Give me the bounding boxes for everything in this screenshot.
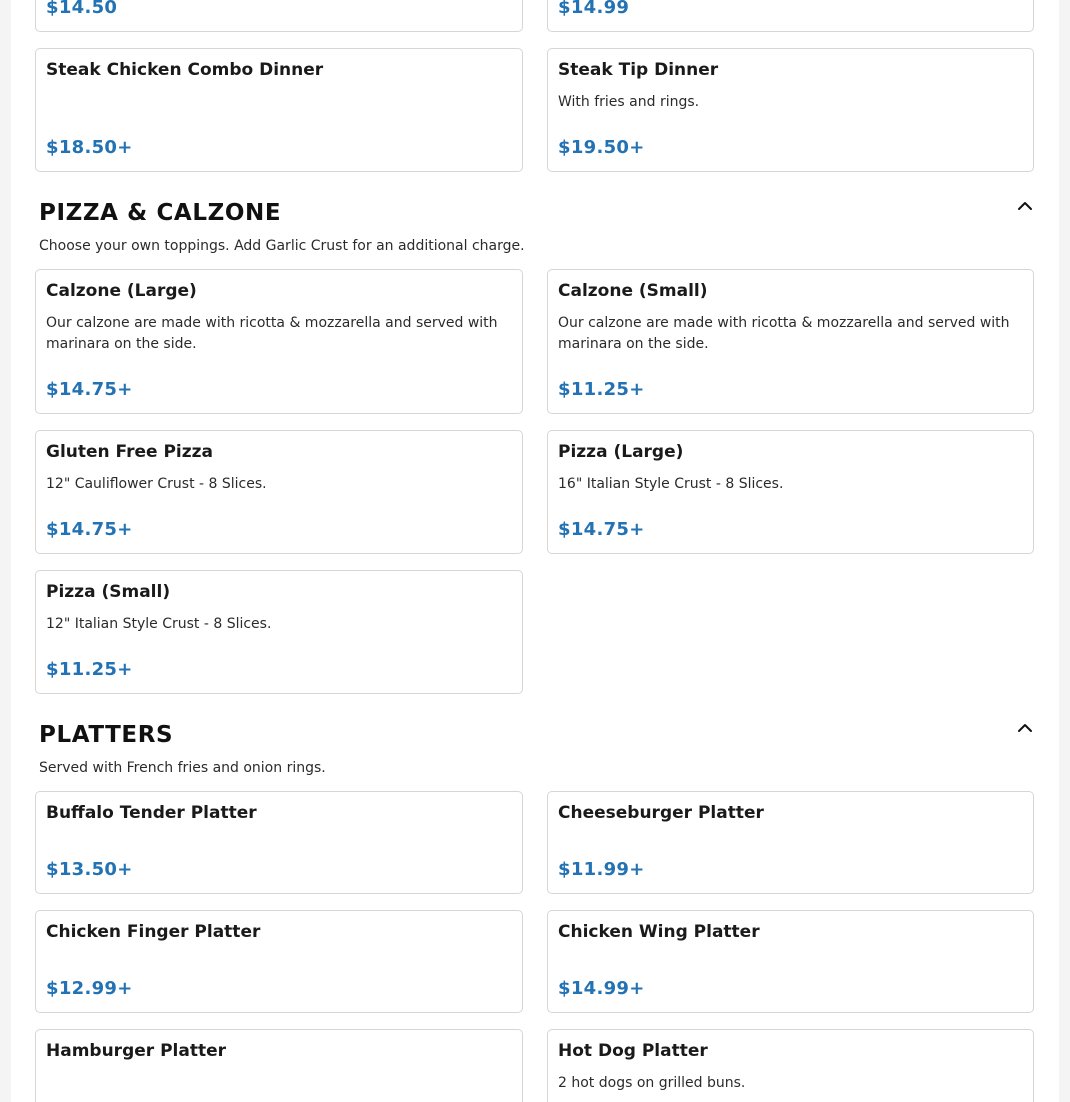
menu-item-card[interactable]: [35, 269, 523, 414]
item-price: $14.75+: [558, 519, 645, 540]
menu-item-card[interactable]: [547, 910, 1034, 1013]
menu-item-card[interactable]: [547, 430, 1034, 554]
item-name: Hamburger Platter: [46, 1041, 226, 1061]
item-price: $14.99: [558, 0, 630, 18]
item-name: Chicken Finger Platter: [46, 922, 261, 942]
item-name: Pizza (Large): [558, 442, 684, 462]
item-name: Steak Chicken Combo Dinner: [46, 60, 324, 80]
menu-item-card[interactable]: [35, 1029, 523, 1102]
item-name: Hot Dog Platter: [558, 1041, 708, 1061]
item-name: Calzone (Small): [558, 281, 708, 301]
item-name: Buffalo Tender Platter: [46, 803, 257, 823]
chevron-up-icon[interactable]: [1015, 196, 1035, 216]
item-price: $14.75+: [46, 379, 133, 400]
menu-item-card[interactable]: [35, 0, 523, 32]
item-name: Pizza (Small): [46, 582, 171, 602]
item-price: $12.99+: [46, 978, 133, 999]
item-price: $11.25+: [46, 659, 133, 680]
item-price: $11.99+: [558, 859, 645, 880]
item-description: 12" Italian Style Crust - 8 Slices.: [46, 616, 272, 632]
item-name: Gluten Free Pizza: [46, 442, 213, 462]
item-description: Our calzone are made with ricotta & mozzarella and served with marinara on the side.: [558, 315, 1010, 352]
item-description: With fries and rings.: [558, 94, 700, 110]
item-price: $11.25+: [558, 379, 645, 400]
item-description: Our calzone are made with ricotta & mozzarella and served with marinara on the side.: [46, 315, 498, 352]
section-description: Served with French fries and onion rings.: [39, 760, 326, 776]
menu-page: [11, 0, 1059, 1102]
item-name: Cheeseburger Platter: [558, 803, 764, 823]
menu-item-card[interactable]: [547, 791, 1034, 894]
section-description: Choose your own toppings. Add Garlic Crust for an additional charge.: [39, 238, 525, 254]
menu-item-card[interactable]: [547, 269, 1034, 414]
item-name: Steak Tip Dinner: [558, 60, 719, 80]
menu-item-card[interactable]: [547, 1029, 1034, 1102]
item-description: 12" Cauliflower Crust - 8 Slices.: [46, 476, 267, 492]
menu-item-card[interactable]: [35, 791, 523, 894]
item-price: $19.50+: [558, 137, 645, 158]
item-price: $13.50+: [46, 859, 133, 880]
item-description: 2 hot dogs on grilled buns.: [558, 1075, 746, 1091]
item-name: Calzone (Large): [46, 281, 197, 301]
section-title-pizza-calzone: PIZZA & CALZONE: [39, 200, 282, 226]
menu-item-card[interactable]: [35, 48, 523, 172]
menu-item-card[interactable]: [547, 0, 1034, 32]
menu-item-card[interactable]: [35, 910, 523, 1013]
item-name: Chicken Wing Platter: [558, 922, 760, 942]
item-description: 16" Italian Style Crust - 8 Slices.: [558, 476, 784, 492]
menu-item-card[interactable]: [547, 48, 1034, 172]
chevron-up-icon[interactable]: [1015, 718, 1035, 738]
item-price: $14.99+: [558, 978, 645, 999]
section-title-platters: PLATTERS: [39, 722, 174, 748]
item-price: $14.50: [46, 0, 118, 18]
item-price: $18.50+: [46, 137, 133, 158]
item-price: $14.75+: [46, 519, 133, 540]
menu-item-card[interactable]: [35, 430, 523, 554]
menu-item-card[interactable]: [35, 570, 523, 694]
